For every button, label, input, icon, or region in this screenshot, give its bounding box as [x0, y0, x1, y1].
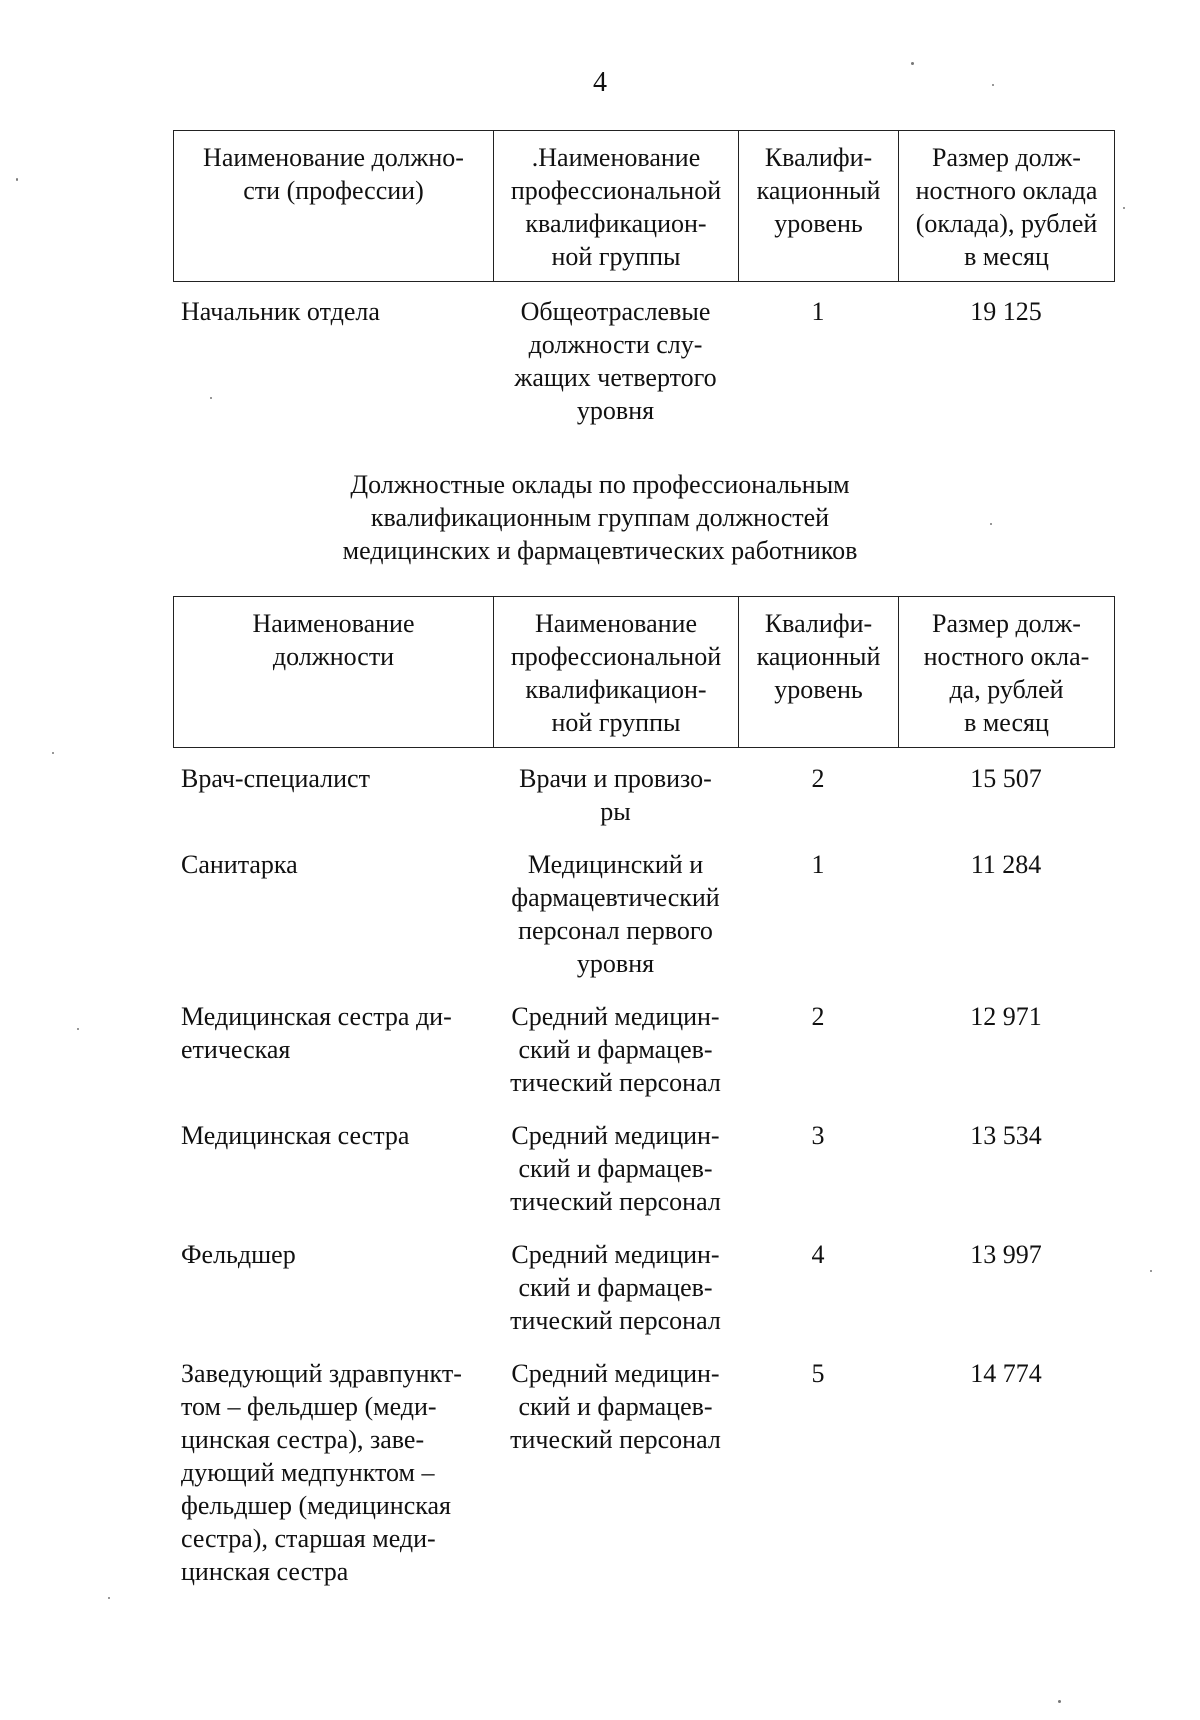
header-text-line: ной группы	[551, 242, 681, 271]
header-text-line: квалификацион-	[525, 209, 707, 238]
cell-level: 2	[811, 764, 825, 793]
header-text-line: Наименование	[252, 609, 415, 638]
cell-text-line: уровня	[576, 396, 655, 425]
cell-group	[493, 762, 738, 848]
header-text-line: Размер долж-	[932, 143, 1081, 172]
cell-position	[173, 762, 493, 848]
header-position	[174, 597, 494, 748]
table-row	[173, 1000, 1114, 1119]
cell-text-line: тический персонал	[510, 1425, 721, 1454]
cell-text-line: должности слу-	[528, 330, 703, 359]
header-text-line: в месяц	[964, 708, 1049, 737]
header-level	[739, 131, 899, 282]
cell-salary: 15 507	[970, 764, 1042, 793]
table-row	[173, 295, 1114, 427]
cell-level: 3	[811, 1121, 825, 1150]
page-number: 4	[593, 67, 607, 98]
scan-speck	[1150, 1270, 1152, 1272]
header-text-line: профессиональной	[510, 642, 722, 671]
header-text-line: ной группы	[551, 708, 681, 737]
header-group	[494, 131, 739, 282]
header-text-line: уровень	[774, 209, 863, 238]
scan-speck	[52, 752, 54, 754]
table-row	[173, 848, 1114, 1000]
cell-text-line: Врачи и провизо-	[519, 764, 712, 793]
header-text-line: сти (профессии)	[243, 176, 424, 205]
cell-text-line: жащих четвертого	[514, 363, 717, 392]
cell-level: 4	[811, 1240, 825, 1269]
cell-text-line: Средний медицин-	[511, 1240, 720, 1269]
header-text-line: должности	[272, 642, 395, 671]
table1-header	[173, 130, 1115, 282]
header-level	[739, 597, 899, 748]
cell-text-line: Медицинская сестра	[181, 1121, 410, 1150]
cell-text-line: Начальник отдела	[181, 297, 380, 326]
header-text-line: да, рублей	[949, 675, 1064, 704]
cell-salary: 12 971	[970, 1002, 1042, 1031]
header-text-line: (оклада), рублей	[915, 209, 1098, 238]
cell-text-line: тический персонал	[510, 1187, 721, 1216]
cell-text-line: ры	[600, 797, 631, 826]
cell-text-line: тический персонал	[510, 1306, 721, 1335]
header-text-line: уровень	[774, 675, 863, 704]
cell-text-line: цинская сестра), заве-	[181, 1425, 425, 1454]
cell-text-line: Общеотраслевые	[520, 297, 711, 326]
header-text-line: в месяц	[964, 242, 1049, 271]
header-text-line: ностного окла-	[923, 642, 1090, 671]
table-row	[173, 1238, 1114, 1357]
cell-salary: 13 997	[970, 1240, 1042, 1269]
cell-position	[173, 1000, 493, 1119]
table2-body	[173, 762, 1114, 1588]
cell-text-line: ский и фармацев-	[518, 1035, 713, 1064]
cell-text-line: Медицинский и	[527, 850, 704, 879]
scan-speck	[1058, 1700, 1061, 1703]
header-group	[494, 597, 739, 748]
table-row	[173, 1119, 1114, 1238]
header-text-line: ностного оклада	[915, 176, 1098, 205]
scan-speck	[77, 1028, 79, 1030]
header-text-line: Размер долж-	[932, 609, 1081, 638]
cell-text-line: дующий медпунктом –	[181, 1458, 435, 1487]
table-row	[173, 1357, 1114, 1588]
cell-text-line: ский и фармацев-	[518, 1392, 713, 1421]
section-title	[0, 468, 1200, 567]
cell-text-line: сестра), старшая меди-	[181, 1524, 436, 1553]
section-title-line-3: медицинских и фармацевтических работников	[342, 536, 858, 565]
cell-position	[173, 848, 493, 1000]
cell-text-line: Средний медицин-	[511, 1121, 720, 1150]
cell-text-line: фельдшер (медицинская	[181, 1491, 451, 1520]
table1-body	[173, 295, 1114, 427]
header-text-line: Квалифи-	[764, 609, 873, 638]
cell-group	[493, 1357, 738, 1588]
cell-text-line: Медицинская сестра ди-	[181, 1002, 452, 1031]
header-salary	[899, 597, 1115, 748]
cell-level: 5	[811, 1359, 825, 1388]
scan-speck	[210, 397, 212, 399]
cell-position	[173, 295, 493, 427]
cell-salary: 14 774	[970, 1359, 1042, 1388]
section-title-line-2: квалификационным группам должностей	[370, 503, 830, 532]
scan-speck	[992, 84, 994, 86]
cell-text-line: персонал первого	[518, 916, 713, 945]
cell-text-line: Заведующий здравпункт-	[181, 1359, 462, 1388]
header-text-line: кационный	[756, 176, 881, 205]
header-text-line: .Наименование	[531, 143, 701, 172]
cell-text-line: ский и фармацев-	[518, 1273, 713, 1302]
cell-position	[173, 1357, 493, 1588]
scan-speck	[16, 178, 18, 181]
cell-text-line: Фельдшер	[181, 1240, 296, 1269]
cell-text-line: том – фельдшер (меди-	[181, 1392, 437, 1421]
table-row	[173, 762, 1114, 848]
cell-level: 1	[811, 850, 825, 879]
cell-text-line: Санитарка	[181, 850, 298, 879]
cell-text-line: ский и фармацев-	[518, 1154, 713, 1183]
cell-text-line: етическая	[181, 1035, 291, 1064]
header-text-line: профессиональной	[510, 176, 722, 205]
header-text-line: Квалифи-	[764, 143, 873, 172]
header-text-line: квалификацион-	[525, 675, 707, 704]
header-salary	[899, 131, 1115, 282]
cell-position	[173, 1119, 493, 1238]
table2-header	[173, 596, 1115, 748]
cell-group	[493, 848, 738, 1000]
cell-group	[493, 295, 738, 427]
cell-position	[173, 1238, 493, 1357]
scan-speck	[108, 1597, 110, 1599]
cell-group	[493, 1238, 738, 1357]
header-text-line: кационный	[756, 642, 881, 671]
cell-salary: 11 284	[970, 850, 1042, 879]
scan-speck	[911, 62, 914, 65]
cell-group	[493, 1000, 738, 1119]
header-text-line: Наименование	[535, 609, 697, 638]
scan-speck	[1123, 207, 1125, 209]
cell-group	[493, 1119, 738, 1238]
section-title-line-1: Должностные оклады по профессиональным	[350, 470, 850, 499]
cell-level: 1	[811, 297, 825, 326]
cell-text-line: уровня	[576, 949, 655, 978]
scan-speck	[990, 523, 992, 525]
cell-salary: 19 125	[970, 297, 1042, 326]
cell-text-line: Средний медицин-	[511, 1002, 720, 1031]
cell-text-line: Средний медицин-	[511, 1359, 720, 1388]
cell-text-line: Врач-специалист	[181, 764, 370, 793]
cell-level: 2	[811, 1002, 825, 1031]
cell-text-line: цинская сестра	[181, 1557, 349, 1586]
cell-salary: 13 534	[970, 1121, 1042, 1150]
header-position	[174, 131, 494, 282]
cell-text-line: фармацевтический	[511, 883, 720, 912]
cell-text-line: тический персонал	[510, 1068, 721, 1097]
header-text-line: Наименование должно-	[203, 143, 464, 172]
